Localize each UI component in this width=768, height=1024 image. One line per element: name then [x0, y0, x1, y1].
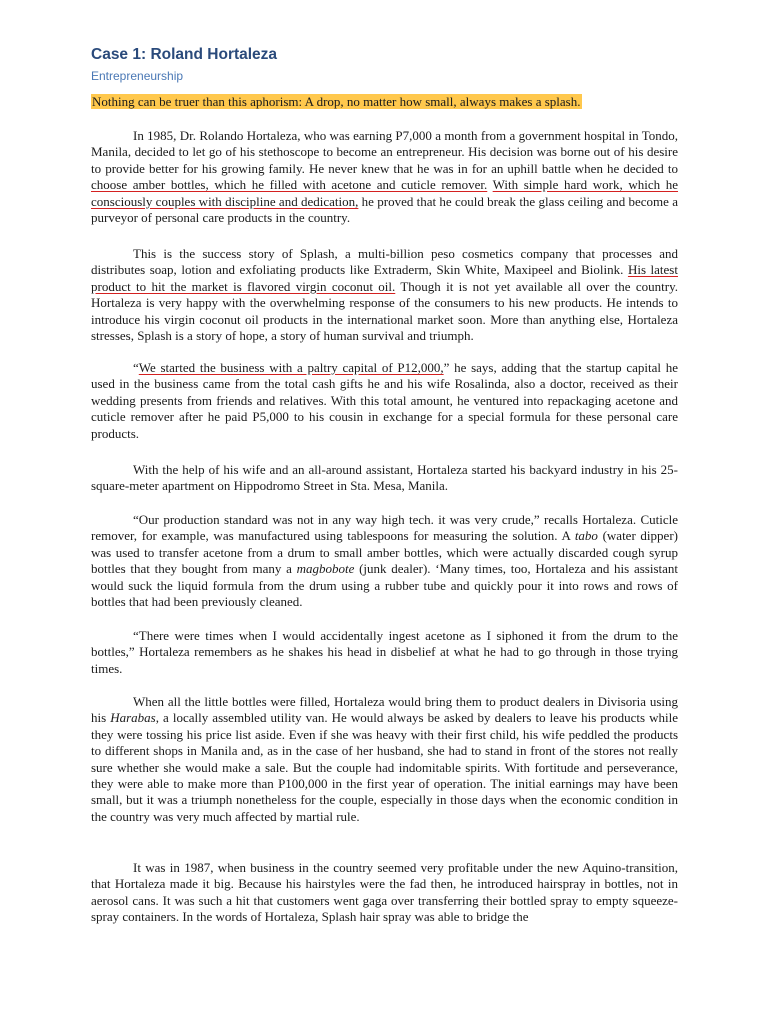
paragraph-1: In 1985, Dr. Rolando Hortaleza, who was earning P7,000 a month from a government hospital in Tondo, Manila, decided to let go of his stethoscope to become an entrepreneur. His decision was borne out of his desire to provide better for his growing family. He never knew that he was in for an uphill battle when he decided to choose amber bottles, which he filled with acetone and cuticle remover. With simple hard work, which he consciously couples with discipline and dedication, he proved that he could break the glass ceiling and become a purveyor of personal care products in the country.	[91, 128, 679, 226]
underlined-text: With simple hard work, which he consciously couples with discipline and dedication,	[91, 177, 679, 209]
paragraph-7: When all the little bottles were filled, Hortaleza would bring them to product dealers in Divisoria using his Harabas, a locally assembled utility van. He would always be asked by dealers to leave his products while they were tossing his price list aside. Even if she was heavy with their first child, his wife peddled the products to different shops in Manila and, as in the case of her husband, she had to stand in front of the stores not really sure whether she would make a sale. But the couple had indomitable spirits. With fortitude and perseverance, they were able to make more than P100,000 in the first year of operation. The initial earnings may have been small, but it was a triumph nonetheless for the couple, especially in those days when the economic condition in the country was very much affected by martial rule.	[91, 694, 679, 824]
paragraph-4: With the help of his wife and an all-around assistant, Hortaleza started his backyard industry in his 25-square-meter apartment on Hippodromo Street in Sta. Mesa, Manila.	[91, 462, 678, 494]
case-title: Case 1: Roland Hortaleza	[91, 46, 278, 63]
paragraph-5: “Our production standard was not in any way high tech. it was very crude,” recalls Hortaleza. Cuticle remover, for example, was manufactured using tablespoons for measuring the solution. A tabo (water dipper) was used to transfer acetone from a drum to small amber bottles, which were actually discarded cough syrup bottles that they bought from many a magbobote (junk dealer). ‘Many times, too, Hortaleza and his assistant would suck the liquid formula from the drum using a rubber tube and quickly pour it into rows and rows of bottles that had been previously cleaned.	[91, 512, 678, 610]
underlined-text: His latest product to hit the market is flavored virgin coconut oil.	[91, 262, 678, 294]
paragraph-2: This is the success story of Splash, a multi-billion peso cosmetics company that processes and distributes soap, lotion and exfoliating products like Extraderm, Skin White, Maxipeel and Biolink. His latest product to hit the market is flavored virgin coconut oil. Though it is not yet available all over the country. Hortaleza is very happy with the overwhelming response of the consumers to his new products. He intends to introduce his virgin coconut oil products in the international market soon. More than anything else, Hortaleza stresses, Splash is a story of hope, a story of human survival and triumph.	[91, 246, 678, 344]
case-subtitle: Entrepreneurship	[91, 69, 184, 83]
paragraph-6: “There were times when I would accidentally ingest acetone as I siphoned it from the drum to the bottles,” Hortaleza remembers as he shakes his head in disbelief at what he had to go through in those trying times.	[91, 628, 678, 676]
highlight-text: Nothing can be truer than this aphorism: A drop, no matter how small, always makes a splash.	[92, 94, 581, 109]
underlined-text: We started the business with a paltry capital of P12,000,	[138, 360, 444, 375]
paragraph-8: It was in 1987, when business in the country seemed very profitable under the new Aquino-transition, that Hortaleza made it big. Because his hairstyles were the fad then, he introduced hairspray in bottles, not in aerosol cans. It was such a hit that customers went gaga over transferring their bottled spray to empty squeeze-spray containers. In the words of Hortaleza, Splash hair spray was able to bridge the	[91, 860, 678, 925]
highlighted-aphorism	[91, 94, 582, 110]
underlined-text: choose amber bottles, which he filled with acetone and cuticle remover.	[91, 177, 488, 193]
paragraph-3: “We started the business with a paltry capital of P12,000,” he says, adding that the startup capital he used in the business came from the total cash gifts he and his wife Rosalinda, also a doctor, received as their wedding presents from friends and relatives. With this total amount, he ventured into repackaging acetone and cuticle remover after he paid P5,000 to his cousin in exchange for a special formula for these personal care products.	[91, 360, 678, 441]
